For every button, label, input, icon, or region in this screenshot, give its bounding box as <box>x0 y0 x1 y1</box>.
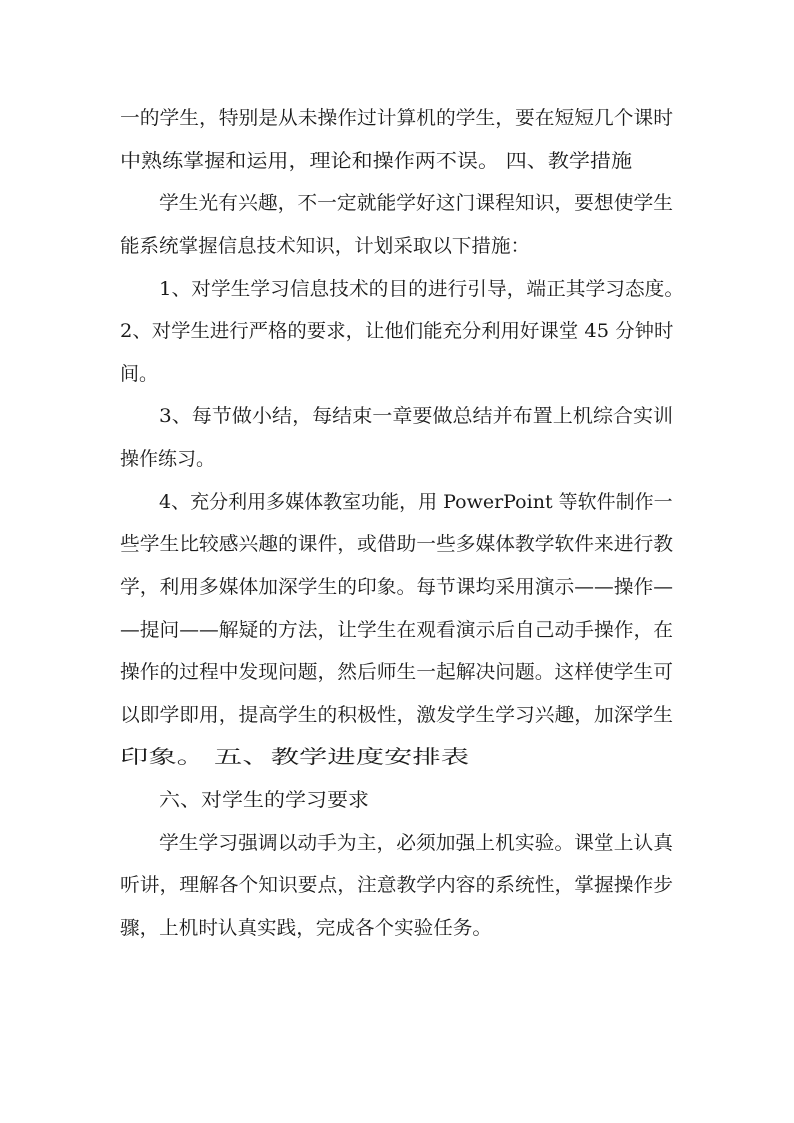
text-line: 听讲，理解各个知识要点，注意教学内容的系统性，掌握操作步 <box>120 874 674 896</box>
text-line: 骤，上机时认真实践，完成各个实验任务。 <box>120 917 493 939</box>
text-line: 六、对学生的学习要求 <box>159 789 370 811</box>
text-line: —提问——解疑的方法，让学生在观看演示后自己动手操作，在 <box>120 619 674 641</box>
text-line: 能系统掌握信息技术知识，计划采取以下措施： <box>120 235 531 257</box>
text-line: 学生学习强调以动手为主，必须加强上机实验。课堂上认真 <box>159 832 674 854</box>
text-line: 些学生比较感兴趣的课件，或借助一些多媒体教学软件来进行教 <box>120 533 674 555</box>
text-line: 3、每节做小结，每结束一章要做总结并布置上机综合实训 <box>159 405 674 427</box>
text-line: 中熟练掌握和运用，理论和操作两不误。 四、教学措施 <box>120 150 633 172</box>
text-line: 2、对学生进行严格的要求，让他们能充分利用好课堂 45 分钟时 <box>120 320 674 342</box>
text-line: 以即学即用，提高学生的积极性，激发学生学习兴趣，加深学生 <box>120 704 674 726</box>
text-line: 4、充分利用多媒体教室功能，用 PowerPoint 等软件制作一 <box>159 491 673 513</box>
text-line: 间。 <box>120 363 159 385</box>
text-line: 印象。 五、教学进度安排表 <box>120 746 470 768</box>
text-line: 一的学生，特别是从未操作过计算机的学生，要在短短几个课时 <box>120 107 674 129</box>
text-line: 1、对学生学习信息技术的目的进行引导，端正其学习态度。 <box>159 278 685 300</box>
text-line: 操作的过程中发现问题，然后师生一起解决问题。这样使学生可 <box>120 661 674 683</box>
text-line: 学生光有兴趣，不一定就能学好这门课程知识，要想使学生 <box>159 192 674 214</box>
text-line: 操作练习。 <box>120 448 216 470</box>
text-line: 学，利用多媒体加深学生的印象。每节课均采用演示——操作— <box>120 576 674 598</box>
